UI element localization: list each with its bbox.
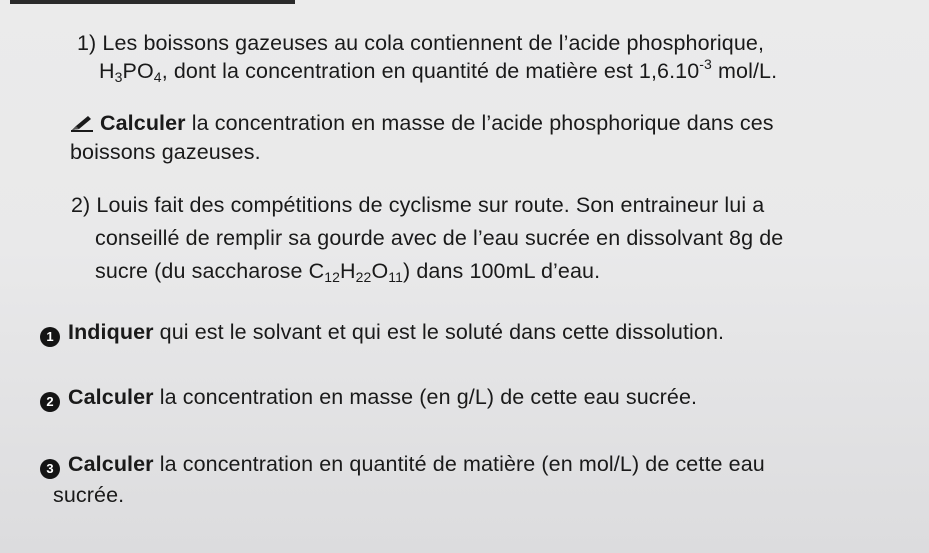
q2-statement-line3-end: ) dans 100mL d’eau. [403, 259, 601, 283]
q1-line1 [77, 30, 764, 56]
q2-number: 2) [71, 193, 91, 217]
pencil-icon [70, 113, 94, 133]
item-3-text: la concentration en quantité de matière (en mol/L) de cette eau [153, 452, 765, 476]
q1-task-text: la concentration en masse de l’acide phosphorique dans ces [185, 111, 774, 135]
item-1 [40, 319, 724, 347]
item-2-verb: Calculer [68, 385, 154, 409]
phosphoric-acid-formula: $H_3PO_4$ [99, 59, 162, 85]
item-3-verb: Calculer [68, 452, 154, 476]
number-2-badge-icon: 2 [40, 392, 60, 412]
q1-task-line [70, 110, 774, 136]
q2-line2: conseillé de remplir sa gourde avec de l’eau sucrée en dissolvant 8g de [95, 226, 784, 250]
number-1-badge-icon: 1 [40, 327, 60, 347]
q1-line2 [99, 58, 777, 84]
item-1-verb: Indiquer [68, 320, 154, 344]
q1-statement-line1: Les boissons gazeuses au cola contiennent de l’acide phosphorique, [102, 31, 765, 55]
concentration-exponent: -3 [699, 56, 712, 72]
q2-statement-line1: Louis fait des compétitions de cyclisme sur route. Son entraineur lui a [96, 193, 765, 217]
q1-statement-line2: , dont la concentration en quantité de matière est 1,6.10 [161, 59, 700, 83]
item-3-cont: sucrée. [53, 483, 125, 507]
q1-number: 1) [77, 31, 97, 55]
item-3 [40, 451, 765, 479]
q2-line1 [71, 192, 764, 218]
top-divider [10, 0, 295, 4]
concentration-unit: mol/L. [711, 59, 778, 83]
item-2 [40, 384, 697, 412]
item-2-text: la concentration en masse (en g/L) de cette eau sucrée. [153, 385, 698, 409]
item-1-text: qui est le solvant et qui est le soluté dans cette dissolution. [153, 320, 725, 344]
q2-line3: sucre (du saccharose $C_{12}H_{22}O_{11}$) dans 100mL d’eau. [95, 259, 601, 285]
q1-task-cont: boissons gazeuses. [70, 140, 261, 164]
q2-statement-line3-start: sucre (du saccharose C [95, 259, 325, 283]
number-3-badge-icon: 3 [40, 459, 60, 479]
q1-task-verb: Calculer [100, 111, 186, 135]
